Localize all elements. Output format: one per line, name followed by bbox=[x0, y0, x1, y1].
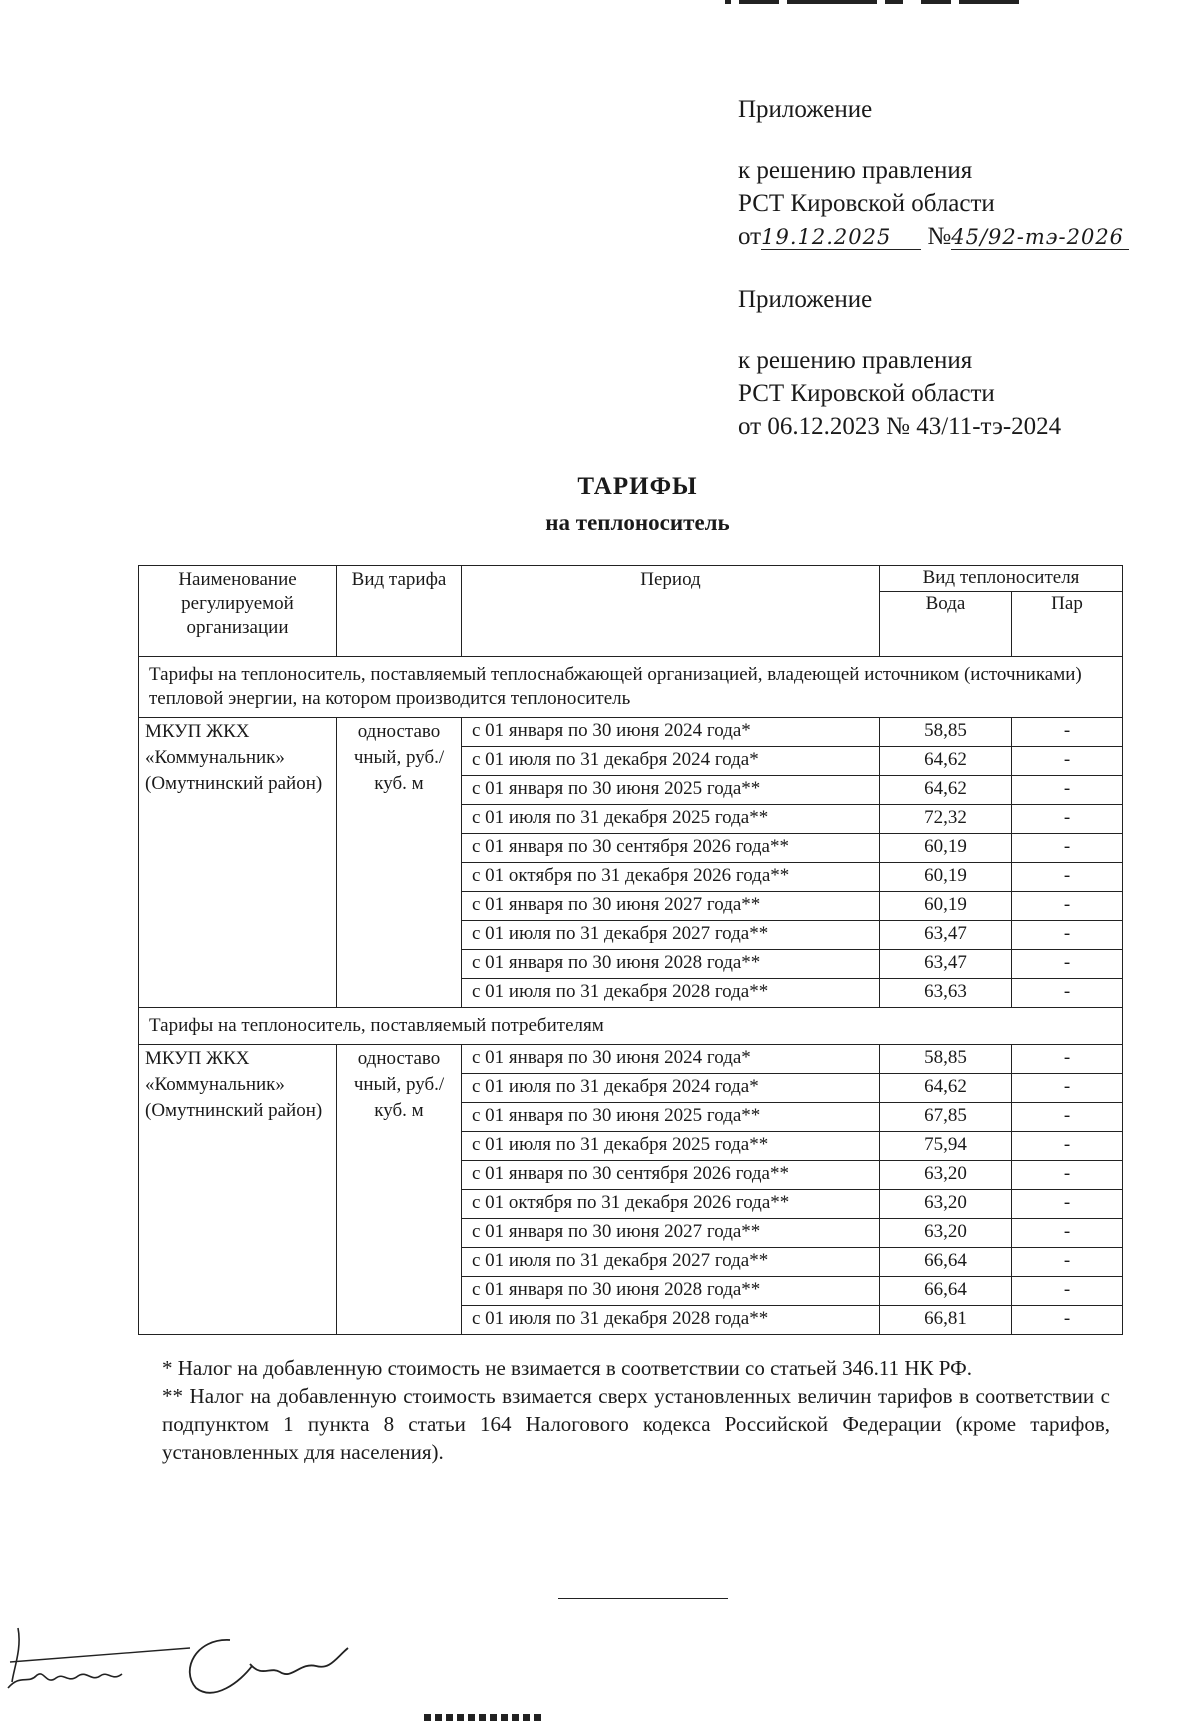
appendix-new-date-prefix: от bbox=[738, 223, 762, 250]
steam-cell: - bbox=[1012, 1132, 1123, 1161]
water-cell: 63,20 bbox=[880, 1190, 1012, 1219]
document-subtitle: на теплоноситель bbox=[545, 510, 730, 535]
footnote-2: ** Налог на добавленную стоимость взимается сверх установленных величин тарифов в соответствии с подпунктом 1 пункта 8 статьи 164 Налогового кодекса Российской Федерации (кроме тарифов, установленных для населения). bbox=[162, 1384, 1110, 1464]
tariff-table-body bbox=[139, 566, 1123, 1335]
water-cell: 75,94 bbox=[880, 1132, 1012, 1161]
water-cell: 66,64 bbox=[880, 1277, 1012, 1306]
period-cell: с 01 июля по 31 декабря 2025 года** bbox=[462, 1132, 880, 1161]
steam-cell: - bbox=[1012, 834, 1123, 863]
steam-cell: - bbox=[1012, 1103, 1123, 1132]
header-tariff-type: Вид тарифа bbox=[337, 566, 462, 657]
org-cell: МКУП ЖКХ «Коммунальник» (Омутнинский район) bbox=[139, 718, 337, 1008]
water-cell: 64,62 bbox=[880, 1074, 1012, 1103]
section-row bbox=[139, 657, 1123, 718]
appendix-new-number-prefix: № bbox=[927, 223, 952, 250]
signature-image bbox=[0, 1618, 380, 1698]
water-cell: 63,20 bbox=[880, 1219, 1012, 1248]
section-row bbox=[139, 1008, 1123, 1045]
period-cell: с 01 октября по 31 декабря 2026 года** bbox=[462, 1190, 880, 1219]
header-carrier: Вид теплоносителя bbox=[880, 566, 1123, 592]
water-cell: 58,85 bbox=[880, 1045, 1012, 1074]
header-org: Наименование регулируемой организации bbox=[139, 566, 337, 657]
steam-cell: - bbox=[1012, 863, 1123, 892]
water-cell: 63,63 bbox=[880, 979, 1012, 1008]
separator-line bbox=[558, 1598, 728, 1599]
appendix-new bbox=[738, 93, 1129, 253]
water-cell: 60,19 bbox=[880, 834, 1012, 863]
period-cell: с 01 января по 30 июня 2027 года** bbox=[462, 892, 880, 921]
tariff-type-cell: одноставо чный, руб./куб. м bbox=[337, 1045, 462, 1335]
period-cell: с 01 января по 30 июня 2027 года** bbox=[462, 1219, 880, 1248]
appendix-old-title: Приложение bbox=[738, 286, 873, 313]
water-cell: 66,64 bbox=[880, 1248, 1012, 1277]
footnote-1: * Налог на добавленную стоимость не взимается в соответствии со статьей 346.11 НК РФ. bbox=[162, 1356, 972, 1380]
period-cell: с 01 января по 30 июня 2025 года** bbox=[462, 1103, 880, 1132]
water-cell: 58,85 bbox=[880, 718, 1012, 747]
water-cell: 64,62 bbox=[880, 747, 1012, 776]
steam-cell: - bbox=[1012, 1045, 1123, 1074]
steam-cell: - bbox=[1012, 1161, 1123, 1190]
handwritten-date: 19.12.2025 bbox=[761, 225, 921, 250]
appendix-new-title: Приложение bbox=[738, 96, 873, 123]
header-water: Вода bbox=[880, 592, 1012, 657]
period-cell: с 01 октября по 31 декабря 2026 года** bbox=[462, 863, 880, 892]
period-cell: с 01 января по 30 июня 2024 года* bbox=[462, 1045, 880, 1074]
handwritten-number: 45/92-тэ-2026 bbox=[951, 225, 1129, 250]
steam-cell: - bbox=[1012, 1074, 1123, 1103]
document-title: ТАРИФЫ bbox=[577, 473, 698, 500]
org-cell: МКУП ЖКХ «Коммунальник» (Омутнинский район) bbox=[139, 1045, 337, 1335]
period-cell: с 01 июля по 31 декабря 2028 года** bbox=[462, 979, 880, 1008]
water-cell: 63,47 bbox=[880, 950, 1012, 979]
period-cell: с 01 июля по 31 декабря 2027 года** bbox=[462, 921, 880, 950]
period-cell: с 01 июля по 31 декабря 2024 года* bbox=[462, 747, 880, 776]
header-period: Период bbox=[462, 566, 880, 657]
steam-cell: - bbox=[1012, 805, 1123, 834]
water-cell: 67,85 bbox=[880, 1103, 1012, 1132]
period-cell: с 01 января по 30 июня 2024 года* bbox=[462, 718, 880, 747]
header-row bbox=[139, 566, 1123, 592]
steam-cell: - bbox=[1012, 1277, 1123, 1306]
period-cell: с 01 января по 30 сентября 2026 года** bbox=[462, 1161, 880, 1190]
period-cell: с 01 июля по 31 декабря 2025 года** bbox=[462, 805, 880, 834]
table-row bbox=[139, 718, 1123, 747]
steam-cell: - bbox=[1012, 921, 1123, 950]
appendix-old bbox=[738, 283, 1061, 443]
steam-cell: - bbox=[1012, 892, 1123, 921]
appendix-new-line2: РСТ Кировской области bbox=[738, 190, 995, 217]
steam-cell: - bbox=[1012, 1248, 1123, 1277]
table-row bbox=[139, 1045, 1123, 1074]
header-steam: Пар bbox=[1012, 592, 1123, 657]
water-cell: 63,20 bbox=[880, 1161, 1012, 1190]
section-title: Тарифы на теплоноситель, поставляемый потребителям bbox=[139, 1008, 1123, 1045]
water-cell: 64,62 bbox=[880, 776, 1012, 805]
appendix-new-line1: к решению правления bbox=[738, 157, 973, 184]
appendix-new-dateline bbox=[738, 220, 1129, 253]
period-cell: с 01 июля по 31 декабря 2024 года* bbox=[462, 1074, 880, 1103]
section-title: Тарифы на теплоноситель, поставляемый теплоснабжающей организацией, владеющей источником (источниками) тепловой энергии, на котором производится теплоноситель bbox=[139, 657, 1123, 718]
scan-bottom-marks bbox=[424, 1714, 544, 1721]
water-cell: 60,19 bbox=[880, 863, 1012, 892]
period-cell: с 01 января по 30 сентября 2026 года** bbox=[462, 834, 880, 863]
steam-cell: - bbox=[1012, 1219, 1123, 1248]
appendix-old-line1: к решению правления bbox=[738, 347, 973, 374]
steam-cell: - bbox=[1012, 776, 1123, 805]
water-cell: 72,32 bbox=[880, 805, 1012, 834]
period-cell: с 01 января по 30 июня 2028 года** bbox=[462, 1277, 880, 1306]
period-cell: с 01 января по 30 июня 2025 года** bbox=[462, 776, 880, 805]
scan-top-marks bbox=[725, 0, 1065, 6]
steam-cell: - bbox=[1012, 718, 1123, 747]
period-cell: с 01 января по 30 июня 2028 года** bbox=[462, 950, 880, 979]
steam-cell: - bbox=[1012, 1306, 1123, 1335]
steam-cell: - bbox=[1012, 950, 1123, 979]
period-cell: с 01 июля по 31 декабря 2027 года** bbox=[462, 1248, 880, 1277]
water-cell: 63,47 bbox=[880, 921, 1012, 950]
water-cell: 66,81 bbox=[880, 1306, 1012, 1335]
period-cell: с 01 июля по 31 декабря 2028 года** bbox=[462, 1306, 880, 1335]
water-cell: 60,19 bbox=[880, 892, 1012, 921]
steam-cell: - bbox=[1012, 979, 1123, 1008]
footnotes bbox=[162, 1354, 1110, 1466]
appendix-old-line2: РСТ Кировской области bbox=[738, 380, 995, 407]
steam-cell: - bbox=[1012, 1190, 1123, 1219]
tariff-table bbox=[138, 565, 1123, 1335]
tariff-type-cell: одноставо чный, руб./куб. м bbox=[337, 718, 462, 1008]
steam-cell: - bbox=[1012, 747, 1123, 776]
appendix-old-line3: от 06.12.2023 № 43/11-тэ-2024 bbox=[738, 413, 1062, 440]
